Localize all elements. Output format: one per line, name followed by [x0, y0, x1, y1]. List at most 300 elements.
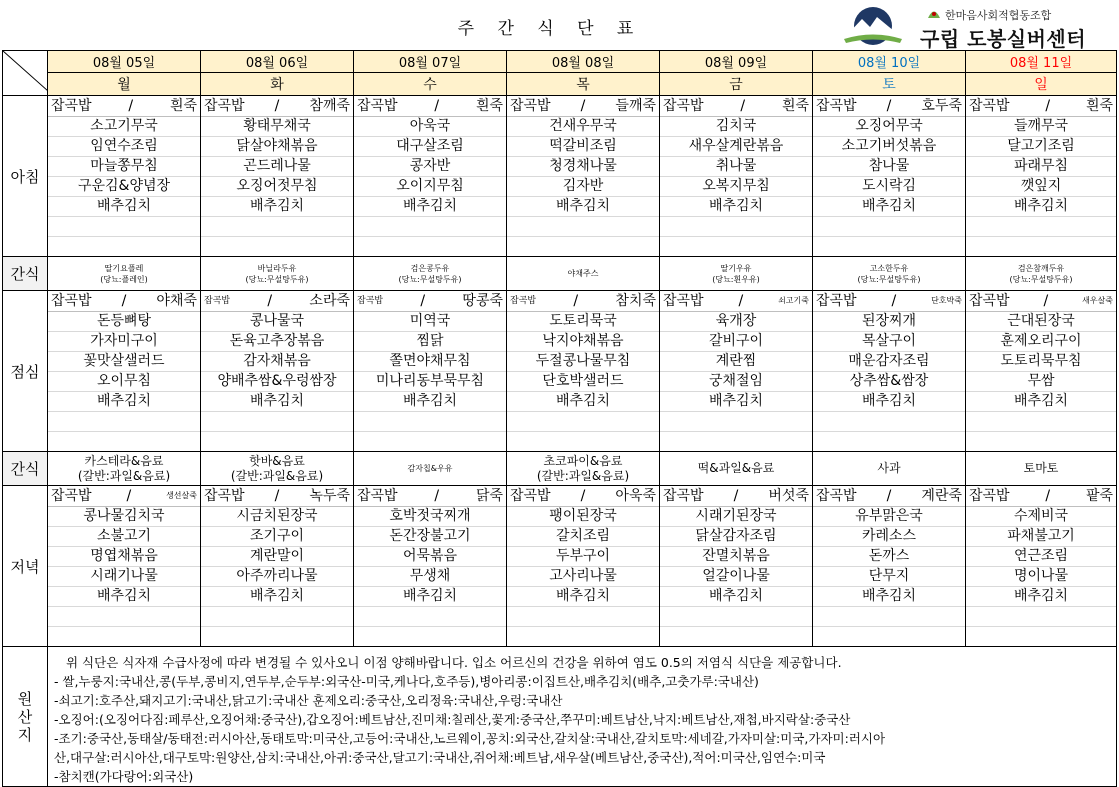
slash: /	[886, 98, 892, 114]
dish: 배추김치	[507, 197, 659, 217]
snack-note: (당뇨:무설탕두유)	[857, 274, 921, 284]
dish: 조기구이	[201, 527, 353, 547]
lunch-row	[3, 291, 1117, 452]
origin-label	[3, 647, 48, 787]
meal-header	[507, 486, 659, 507]
dish: 목살구이	[813, 332, 965, 352]
dish: 소고기무국	[48, 117, 200, 137]
empty-line	[201, 432, 353, 451]
dish: 배추김치	[507, 587, 659, 607]
snack-cell	[813, 257, 966, 291]
slash: /	[1045, 488, 1051, 504]
snack-cell	[354, 257, 507, 291]
rice-name: 잡곡밥	[969, 488, 1010, 504]
snack-cell	[966, 452, 1117, 486]
meal-header	[507, 291, 659, 312]
slash: /	[434, 98, 440, 114]
empty-line	[354, 432, 506, 451]
empty-line	[507, 432, 659, 451]
slash: /	[274, 488, 280, 504]
weekday-cell: 수	[354, 72, 507, 95]
porridge-name: 녹두죽	[309, 488, 350, 504]
slash: /	[434, 488, 440, 504]
dinner-label: 저녁	[3, 486, 48, 647]
dish: 배추김치	[48, 587, 200, 607]
meal-header	[966, 486, 1116, 507]
slash: /	[121, 293, 127, 309]
porridge-name: 쇠고기죽	[778, 296, 809, 305]
meal-header	[201, 96, 353, 117]
rice-name: 잡곡밥	[51, 98, 92, 114]
dish: 돈등뼈탕	[48, 312, 200, 332]
slash: /	[1045, 98, 1051, 114]
dish: 파래무침	[966, 157, 1116, 177]
dish: 연근조림	[966, 547, 1116, 567]
porridge-name: 땅콩죽	[462, 293, 503, 309]
porridge-name: 참치죽	[615, 293, 656, 309]
snack-cell	[660, 452, 813, 486]
dish: 오복지무침	[660, 177, 812, 197]
empty-line	[660, 237, 812, 256]
porridge-name: 흰죽	[1085, 98, 1113, 114]
empty-line	[660, 607, 812, 627]
porridge-name: 흰죽	[169, 98, 197, 114]
empty-line	[48, 412, 200, 432]
dish: 마늘쫑무침	[48, 157, 200, 177]
empty-line	[813, 627, 965, 646]
lunch-label: 점심	[3, 291, 48, 452]
weekly-menu-table	[2, 50, 1117, 787]
dish: 배추김치	[660, 197, 812, 217]
snack-note: (당뇨:흰우유)	[712, 274, 760, 284]
rice-name: 잡곡밥	[663, 488, 704, 504]
meal-header	[201, 291, 353, 312]
dinner-cell	[813, 486, 966, 647]
empty-line	[507, 217, 659, 237]
snack-label: 간식	[3, 452, 48, 486]
dish: 계란찜	[660, 352, 812, 372]
weekday-cell: 목	[507, 72, 660, 95]
slash: /	[267, 293, 273, 309]
meal-header	[48, 291, 200, 312]
dish: 호박젓국찌개	[354, 507, 506, 527]
dish: 도토리묵국	[507, 312, 659, 332]
dish: 배추김치	[966, 392, 1116, 412]
lunch-cell	[660, 291, 813, 452]
dish: 시금치된장국	[201, 507, 353, 527]
lunch-cell	[813, 291, 966, 452]
snack-note: (당뇨:무설탕두유)	[398, 274, 462, 284]
rice-name: 잡곡밥	[51, 293, 92, 309]
rice-name: 잡곡밥	[816, 488, 857, 504]
porridge-name: 생선살죽	[166, 491, 197, 500]
dish: 시래기나물	[48, 567, 200, 587]
slash: /	[733, 488, 739, 504]
origin-note: -오징어:(오징어다짐:페루산,오징어채:중국산),갑오징어:베트남산,진미채:칠레산,꽃게:중국산,쭈꾸미:베트남산,낙지:베트남산,재첩,바지락살:중국산	[54, 712, 851, 727]
porridge-name: 흰죽	[475, 98, 503, 114]
empty-line	[660, 412, 812, 432]
lunch-cell	[354, 291, 507, 452]
dish: 배추김치	[966, 587, 1116, 607]
porridge-name: 호두죽	[921, 98, 962, 114]
snack-name: 카스테라&음료	[84, 453, 164, 468]
date-cell: 08월 07일	[354, 51, 507, 73]
snack-name: 고소한두유	[869, 263, 909, 273]
empty-line	[966, 432, 1116, 451]
dish: 김치국	[660, 117, 812, 137]
weekday-cell: 금	[660, 72, 813, 95]
rice-name: 잡곡밥	[663, 293, 704, 309]
empty-line	[507, 627, 659, 646]
porridge-name: 단호박죽	[931, 296, 962, 305]
dish: 배추김치	[354, 392, 506, 412]
dish: 청경채나물	[507, 157, 659, 177]
weekday-cell: 월	[48, 72, 201, 95]
title-bar	[0, 0, 1119, 50]
dish: 배추김치	[48, 392, 200, 412]
slash: /	[580, 488, 586, 504]
porridge-name: 들깨죽	[615, 98, 656, 114]
dish: 새우살계란볶음	[660, 137, 812, 157]
snack-cell	[201, 257, 354, 291]
dish: 쫄면야채무침	[354, 352, 506, 372]
snack-name: 딸기요플레	[104, 263, 144, 273]
rice-name: 잡곡밥	[510, 488, 551, 504]
meal-header	[354, 486, 506, 507]
dish: 육개장	[660, 312, 812, 332]
dish: 꽃맛살샐러드	[48, 352, 200, 372]
porridge-name: 아욱죽	[615, 488, 656, 504]
empty-line	[48, 217, 200, 237]
origin-notes	[48, 647, 1116, 786]
snack-cell	[966, 257, 1117, 291]
meal-header	[966, 96, 1116, 117]
breakfast-cell	[201, 96, 354, 257]
breakfast-row	[3, 96, 1117, 257]
dish: 건새우무국	[507, 117, 659, 137]
diagonal-divider-icon	[3, 51, 48, 91]
slash: /	[891, 293, 897, 309]
weekday-cell: 화	[201, 72, 354, 95]
dinner-cell	[966, 486, 1117, 647]
date-cell: 08월 05일	[48, 51, 201, 73]
meal-header	[660, 96, 812, 117]
dish: 카레소스	[813, 527, 965, 547]
snack-name: 핫바&음료	[249, 453, 305, 468]
rice-name: 잡곡밥	[663, 98, 704, 114]
rice-name: 잡곡밥	[510, 296, 537, 306]
mountain-logo-icon	[840, 6, 906, 46]
dish: 수제비국	[966, 507, 1116, 527]
lunch-cell	[201, 291, 354, 452]
center-name: 구립 도봉실버센터	[920, 27, 1087, 51]
empty-line	[660, 217, 812, 237]
snack-cell	[48, 257, 201, 291]
meal-header	[507, 96, 659, 117]
origin-note: -쇠고기:호주산,돼지고기:국내산,닭고기:국내산 훈제오리:중국산,오리정육:국내산,우렁:국내산	[54, 693, 563, 708]
slash: /	[1043, 293, 1049, 309]
page-title: 주 간 식 단 표	[457, 19, 643, 39]
date-cell: 08월 08일	[507, 51, 660, 73]
dish: 배추김치	[813, 392, 965, 412]
rice-name: 잡곡밥	[357, 296, 384, 306]
date-cell-saturday: 08월 10일	[813, 51, 966, 73]
dish: 참나물	[813, 157, 965, 177]
dish: 단호박샐러드	[507, 372, 659, 392]
dish: 잔멸치볶음	[660, 547, 812, 567]
origin-note: - 쌀,누룽지:국내산,콩(두부,콩비지,연두부,순두부:외국산-미국,케나다,호주등),병아리콩:이집트산,배추김치(배추,고춧가루:국내산)	[54, 674, 759, 689]
snack-cell	[507, 452, 660, 486]
dish: 깻잎지	[966, 177, 1116, 197]
empty-line	[48, 237, 200, 256]
dish: 배추김치	[201, 197, 353, 217]
dish: 들깨무국	[966, 117, 1116, 137]
empty-line	[966, 217, 1116, 237]
dinner-cell	[507, 486, 660, 647]
meal-header	[48, 486, 200, 507]
snack-note: (갈반:과일&음료)	[536, 468, 630, 483]
dish: 팽이된장국	[507, 507, 659, 527]
meal-header	[813, 96, 965, 117]
rice-name: 잡곡밥	[816, 293, 857, 309]
dish: 무생채	[354, 567, 506, 587]
porridge-name: 계란죽	[921, 488, 962, 504]
rice-name: 잡곡밥	[969, 293, 1010, 309]
empty-line	[966, 237, 1116, 256]
empty-line	[354, 627, 506, 646]
dish: 훈제오리구이	[966, 332, 1116, 352]
dish: 갈비구이	[660, 332, 812, 352]
dish: 콩자반	[354, 157, 506, 177]
breakfast-cell	[813, 96, 966, 257]
dish: 떡갈비조림	[507, 137, 659, 157]
rice-name: 잡곡밥	[357, 488, 398, 504]
snack-name: 떡&과일&음료	[697, 461, 775, 475]
dish: 갈치조림	[507, 527, 659, 547]
snack-name: 초코파이&음료	[543, 453, 623, 468]
empty-line	[966, 627, 1116, 646]
empty-line	[813, 432, 965, 451]
dish: 계란말이	[201, 547, 353, 567]
dish: 오이지무침	[354, 177, 506, 197]
snack-cell	[507, 257, 660, 291]
snack-name: 감자칩&우유	[407, 464, 453, 473]
snack-name: 바닐라두유	[257, 263, 297, 273]
empty-line	[201, 217, 353, 237]
dish: 배추김치	[660, 392, 812, 412]
origin-note: 위 식단은 식자재 수급사정에 따라 변경될 수 있사오니 이점 양해바랍니다. 입소 어르신의 건강을 위하여 염도 0.5의 저염식 식단을 제공합니다.	[66, 655, 842, 670]
date-cell-sunday: 08월 11일	[966, 51, 1117, 73]
dish: 배추김치	[507, 392, 659, 412]
dinner-row	[3, 486, 1117, 647]
meal-header	[48, 96, 200, 117]
weekday-cell-saturday: 토	[813, 72, 966, 95]
dish: 배추김치	[201, 392, 353, 412]
meal-header	[813, 486, 965, 507]
empty-line	[966, 607, 1116, 627]
dish: 가자미구이	[48, 332, 200, 352]
dish: 소불고기	[48, 527, 200, 547]
dish: 콩나물국	[201, 312, 353, 332]
dish: 배추김치	[354, 587, 506, 607]
snack-name: 검은참깨두유	[1017, 263, 1065, 273]
porridge-name: 버섯죽	[768, 488, 809, 504]
snack-cell	[48, 452, 201, 486]
origin-note: -참치캔(가다랑어:외국산)	[54, 769, 194, 784]
dish: 감자채볶음	[201, 352, 353, 372]
empty-line	[660, 627, 812, 646]
snack-am-row	[3, 257, 1117, 291]
snack-name: 사과	[877, 461, 901, 475]
empty-line	[966, 412, 1116, 432]
dish: 아주까리나물	[201, 567, 353, 587]
dish: 두부구이	[507, 547, 659, 567]
empty-line	[201, 412, 353, 432]
dish: 된장찌개	[813, 312, 965, 332]
origin-notes-cell	[48, 647, 1117, 787]
empty-line	[813, 607, 965, 627]
dinner-cell	[354, 486, 507, 647]
rice-name: 잡곡밥	[204, 98, 245, 114]
snack-cell	[813, 452, 966, 486]
empty-line	[354, 217, 506, 237]
rice-name: 잡곡밥	[969, 98, 1010, 114]
dish: 황태무채국	[201, 117, 353, 137]
empty-line	[507, 412, 659, 432]
empty-line	[354, 237, 506, 256]
empty-line	[507, 237, 659, 256]
dish: 두절콩나물무침	[507, 352, 659, 372]
empty-line	[813, 217, 965, 237]
dish: 단무지	[813, 567, 965, 587]
dish: 배추김치	[813, 197, 965, 217]
empty-line	[660, 432, 812, 451]
slash: /	[738, 293, 744, 309]
rice-name: 잡곡밥	[510, 98, 551, 114]
porridge-name: 새우살죽	[1082, 296, 1113, 305]
snack-name: 토마토	[1023, 461, 1059, 475]
snack-cell	[354, 452, 507, 486]
date-row	[3, 51, 1117, 73]
dish: 돈간장불고기	[354, 527, 506, 547]
empty-line	[507, 607, 659, 627]
porridge-name: 야채죽	[156, 293, 197, 309]
corner-cell	[3, 51, 48, 96]
dish: 매운감자조림	[813, 352, 965, 372]
empty-line	[48, 432, 200, 451]
breakfast-label: 아침	[3, 96, 48, 257]
dish: 얼갈이나물	[660, 567, 812, 587]
dish: 닭살감자조림	[660, 527, 812, 547]
empty-line	[813, 412, 965, 432]
dish: 콩나물김치국	[48, 507, 200, 527]
origin-note: -조기:중국산,동태살/동태전:러시아산,동태토막:미국산,고등어:국내산,노르웨이,꽁치:외국산,갈치살:국내산,갈치토막:세네갈,가자미살:미국,가자미:러시아	[54, 731, 886, 746]
origin-label-char: 지	[17, 725, 33, 744]
meal-header	[813, 291, 965, 312]
dish: 배추김치	[201, 587, 353, 607]
dish: 소고기버섯볶음	[813, 137, 965, 157]
porridge-name: 흰죽	[781, 98, 809, 114]
coop-label	[915, 7, 1115, 21]
rice-name: 잡곡밥	[816, 98, 857, 114]
origin-label-char: 원	[17, 689, 33, 708]
snack-note: (갈반:과일&음료)	[230, 468, 324, 483]
meal-header	[354, 96, 506, 117]
dish: 취나물	[660, 157, 812, 177]
empty-line	[201, 627, 353, 646]
dish: 명이나물	[966, 567, 1116, 587]
coop-name: 한마음사회적협동조합	[945, 9, 1052, 22]
origin-row	[3, 647, 1117, 787]
origin-label-char: 산	[17, 707, 33, 726]
snack-note: (당뇨:플레인)	[100, 274, 148, 284]
rice-name: 잡곡밥	[357, 98, 398, 114]
meal-header	[966, 291, 1116, 312]
rice-name: 잡곡밥	[204, 296, 231, 306]
empty-line	[354, 607, 506, 627]
dinner-cell	[201, 486, 354, 647]
snack-name: 야채주스	[567, 269, 599, 278]
snack-note: (당뇨:무설탕두유)	[1009, 274, 1073, 284]
dish: 궁채절임	[660, 372, 812, 392]
dish: 고사리나물	[507, 567, 659, 587]
porridge-name: 닭죽	[475, 488, 503, 504]
slash: /	[740, 98, 746, 114]
dish: 배추김치	[660, 587, 812, 607]
empty-line	[813, 237, 965, 256]
snack-pm-row	[3, 452, 1117, 486]
slash: /	[580, 98, 586, 114]
dish: 곤드레나물	[201, 157, 353, 177]
breakfast-cell	[660, 96, 813, 257]
dish: 근대된장국	[966, 312, 1116, 332]
date-cell: 08월 06일	[201, 51, 354, 73]
snack-name: 딸기우유	[720, 263, 752, 273]
dish: 명엽채볶음	[48, 547, 200, 567]
dish: 김자반	[507, 177, 659, 197]
dish: 도시락김	[813, 177, 965, 197]
dish: 어묵볶음	[354, 547, 506, 567]
dish: 찜닭	[354, 332, 506, 352]
dish: 낙지야채볶음	[507, 332, 659, 352]
breakfast-cell	[966, 96, 1117, 257]
dish: 아욱국	[354, 117, 506, 137]
empty-line	[201, 607, 353, 627]
snack-note: (갈반:과일&음료)	[77, 468, 171, 483]
slash: /	[420, 293, 426, 309]
lunch-cell	[507, 291, 660, 452]
dish: 배추김치	[813, 587, 965, 607]
dinner-cell	[48, 486, 201, 647]
meal-header	[660, 291, 812, 312]
snack-label: 간식	[3, 257, 48, 291]
breakfast-cell	[507, 96, 660, 257]
dish: 시래기된장국	[660, 507, 812, 527]
slash: /	[274, 98, 280, 114]
meal-header	[660, 486, 812, 507]
origin-note: 산,대구살:러시아산,대구토막:원양산,삼치:국내산,아귀:중국산,달고기:국내산,쥐어채:베트남,새우살(베트남산,중국산),적어:미국산,임연수:미국	[54, 750, 826, 765]
dish: 임연수조림	[48, 137, 200, 157]
meal-header	[201, 486, 353, 507]
dish: 오징어젓무침	[201, 177, 353, 197]
dish: 파채불고기	[966, 527, 1116, 547]
dish: 돈까스	[813, 547, 965, 567]
weekday-row	[3, 72, 1117, 95]
slash: /	[126, 488, 132, 504]
dish: 유부맑은국	[813, 507, 965, 527]
dish: 구운김&양념장	[48, 177, 200, 197]
coop-leaf-icon	[927, 7, 941, 19]
